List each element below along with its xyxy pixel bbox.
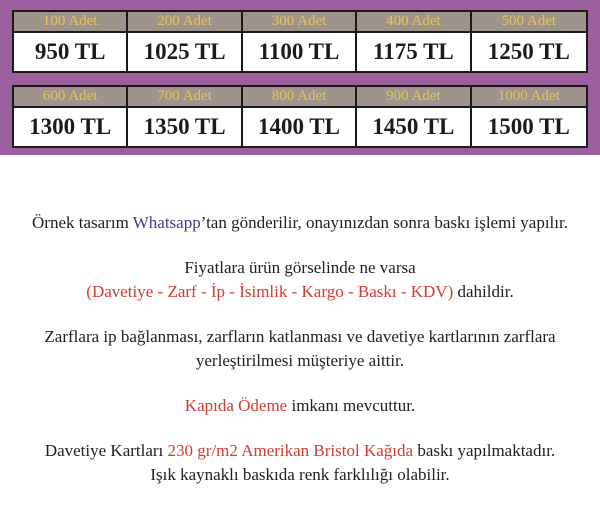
- quantity-header-cell: 100 Adet: [14, 12, 128, 31]
- quantity-header-row: [14, 12, 586, 33]
- price-cell: 1350 TL: [128, 108, 242, 146]
- text-segment: Zarflara ip bağlanması, zarfların katlanması ve davetiye kartlarının zarflara: [44, 327, 556, 346]
- text-line: [0, 439, 600, 463]
- quantity-header-cell: 500 Adet: [501, 13, 557, 29]
- paper-spec-text: 230 gr/m2 Amerikan Bristol Kağıda: [167, 441, 414, 460]
- text-segment: Davetiye Kartları: [44, 441, 168, 460]
- quantity-header-cell: 400 Adet: [357, 12, 471, 31]
- price-row: [14, 108, 586, 146]
- quantity-header-cell: 200 Adet: [128, 12, 242, 31]
- price-cell: 1250 TL: [472, 33, 586, 71]
- info-paragraph: [0, 439, 600, 487]
- text-segment: ’tan gönderilir, onayınızdan sonra baskı işlemi yapılır.: [200, 213, 568, 232]
- text-segment: imkanı mevcuttur.: [287, 396, 416, 415]
- text-segment: Örnek tasarım: [32, 213, 133, 232]
- price-table-600-1000: [12, 85, 588, 148]
- quantity-header-cell: 300 Adet: [243, 12, 357, 31]
- whatsapp-text: Whatsapp: [132, 213, 201, 232]
- quantity-header-cell: 800 Adet: [243, 87, 357, 106]
- quantity-header-row: [14, 87, 586, 108]
- included-items-text: (Davetiye - Zarf - İp - İsimlik - Kargo - Baskı - KDV): [86, 282, 454, 301]
- text-segment: yerleştirilmesi müşteriye aittir.: [195, 351, 405, 370]
- text-line: [0, 211, 600, 235]
- text-line: [0, 256, 600, 280]
- price-cell: 1400 TL: [243, 108, 357, 146]
- price-cell: 1500 TL: [472, 108, 586, 146]
- price-banner: [0, 0, 600, 155]
- info-text-section: [0, 155, 600, 487]
- price-cell: 1025 TL: [128, 33, 242, 71]
- info-paragraph: [0, 256, 600, 304]
- price-cell: 1100 TL: [243, 33, 357, 71]
- price-cell: 1450 TL: [357, 108, 471, 146]
- text-line: [0, 325, 600, 349]
- quantity-header-cell: 900 Adet: [357, 87, 471, 106]
- cash-on-delivery-text: Kapıda Ödeme: [184, 396, 288, 415]
- price-cell: 1175 TL: [357, 33, 471, 71]
- quantity-header-cell: 1000 Adet: [497, 88, 560, 104]
- quantity-header-cell: 600 Adet: [14, 87, 128, 106]
- info-paragraph: [0, 211, 600, 235]
- price-cell: 1300 TL: [14, 108, 128, 146]
- text-line: [0, 463, 600, 487]
- text-line: [0, 394, 600, 418]
- text-segment: Fiyatlara ürün görselinde ne varsa: [184, 258, 416, 277]
- quantity-header-cell: 700 Adet: [128, 87, 242, 106]
- info-paragraph: [0, 325, 600, 373]
- text-segment: dahildir.: [453, 282, 514, 301]
- text-line: [0, 280, 600, 304]
- price-table-100-500: [12, 10, 588, 73]
- price-cell: 950 TL: [14, 33, 128, 71]
- text-segment: Işık kaynaklı baskıda renk farklılığı olabilir.: [150, 465, 450, 484]
- info-paragraph: [0, 394, 600, 418]
- text-line: [0, 349, 600, 373]
- text-segment: baskı yapılmaktadır.: [413, 441, 556, 460]
- price-row: [14, 33, 586, 71]
